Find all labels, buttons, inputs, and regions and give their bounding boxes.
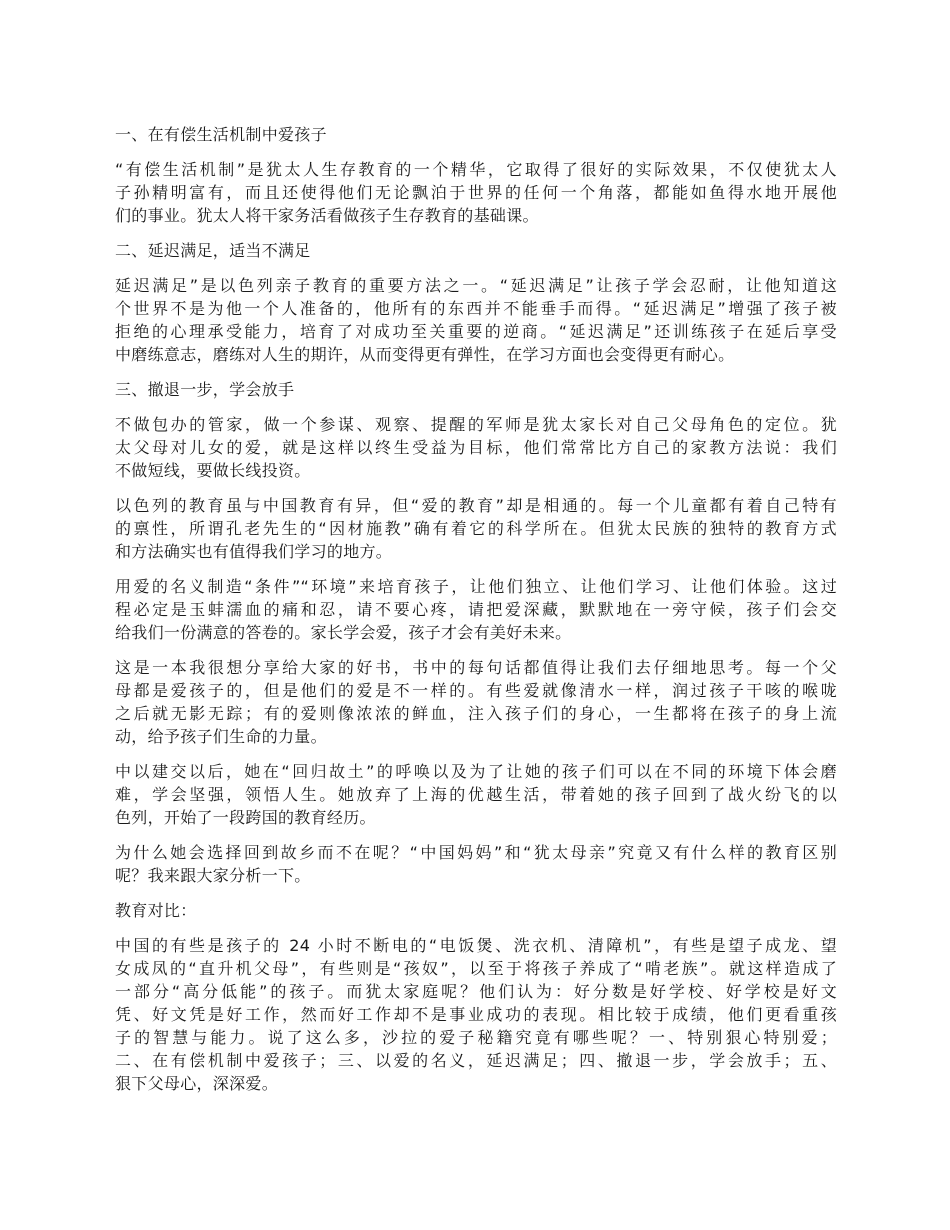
text-line: 中以建交以后，她在“回归故土”的呼唤以及为了让她的孩子们可以在不同的环境下体会磨 — [115, 762, 837, 781]
paragraph — [115, 934, 837, 1095]
section-heading — [115, 239, 837, 262]
text-line: 母都是爱孩子的，但是他们的爱是不一样的。有些爱就像清水一样，润过孩子干咳的喉咙 — [115, 681, 837, 700]
text-line: 和方法确实也有值得我们学习的地方。 — [115, 542, 393, 561]
paragraph — [115, 760, 837, 829]
text-line: 程必定是玉蚌濡血的痛和忍，请不要心疼，请把爱深藏，默默地在一旁守候，孩子们会交 — [115, 600, 837, 619]
text-line: 拒绝的心理承受能力，培育了对成功至关重要的逆商。“延迟满足”还训练孩子在延后享受 — [115, 322, 837, 341]
text-line: 中国的有些是孩子的 24 小时不断电的“电饭煲、洗衣机、清障机”，有些是望子成龙、望 — [115, 936, 837, 955]
text-line: 呢？我来跟大家分析一下。 — [115, 866, 311, 885]
paragraph — [115, 656, 837, 748]
text-line: 为什么她会选择回到故乡而不在呢？“中国妈妈”和“犹太母亲”究竟又有什么样的教育区别 — [115, 843, 837, 862]
text-line: 以色列的教育虽与中国教育有异，但“爱的教育”却是相通的。每一个儿童都有着自己特有 — [115, 496, 837, 515]
text-line: 难，学会坚强，领悟人生。她放弃了上海的优越生活，带着她的孩子回到了战火纷飞的以 — [115, 785, 837, 804]
text-line: 凭、好文凭是好工作，然而好工作却不是事业成功的表现。相比较于成绩，他们更看重孩 — [115, 1005, 837, 1024]
text-line: 教育对比： — [115, 901, 197, 920]
paragraph — [115, 575, 837, 644]
text-line: 这是一本我很想分享给大家的好书，书中的每句话都值得让我们去仔细地思考。每一个父 — [115, 658, 837, 677]
text-line: 一部分“高分低能”的孩子。而犹太家庭呢？他们认为：好分数是好学校、好学校是好文 — [115, 982, 837, 1001]
paragraph — [115, 841, 837, 887]
text-line: 色列，开始了一段跨国的教育经历。 — [115, 808, 376, 827]
section-heading — [115, 378, 837, 401]
text-line: 子孙精明富有，而且还使得他们无论飘泊于世界的任何一个角落，都能如鱼得水地开展他 — [115, 183, 837, 202]
paragraph — [115, 158, 837, 227]
text-line: 狠下父母心，深深爱。 — [115, 1074, 279, 1093]
text-line: 子的智慧与能力。说了这么多，沙拉的爱子秘籍究竟有哪些呢？一、特别狠心特别爱； — [115, 1028, 837, 1047]
paragraph — [115, 274, 837, 366]
text-line: 给我们一份满意的答卷的。家长学会爱，孩子才会有美好未来。 — [115, 623, 572, 642]
paragraph — [115, 413, 837, 482]
text-line: 动，给予孩子们生命的力量。 — [115, 727, 327, 746]
text-line: 不做短线，要做长线投资。 — [115, 461, 311, 480]
text-line: 太父母对儿女的爱，就是这样以终生受益为目标，他们常常比方自己的家教方法说：我们 — [115, 438, 837, 457]
text-line: 们的事业。犹太人将干家务活看做孩子生存教育的基础课。 — [115, 206, 539, 225]
text-line: 一、在有偿生活机制中爱孩子 — [115, 125, 327, 144]
text-line: 个世界不是为他一个人准备的，他所有的东西并不能垂手而得。“延迟满足”增强了孩子被 — [115, 299, 837, 318]
paragraph — [115, 494, 837, 563]
text-line: 三、撤退一步，学会放手 — [115, 380, 295, 399]
section-heading — [115, 123, 837, 146]
text-line: 的禀性，所谓孔老先生的“因材施教”确有着它的科学所在。但犹太民族的独特的教育方式 — [115, 519, 837, 538]
document-page — [115, 123, 837, 1107]
text-line: “有偿生活机制”是犹太人生存教育的一个精华，它取得了很好的实际效果，不仅使犹太人 — [115, 160, 837, 179]
text-line: 用爱的名义制造“条件”“环境”来培育孩子，让他们独立、让他们学习、让他们体验。这过 — [115, 577, 837, 596]
text-line: 二、延迟满足，适当不满足 — [115, 241, 311, 260]
text-line: 二、在有偿机制中爱孩子；三、以爱的名义，延迟满足；四、撤退一步，学会放手；五、 — [115, 1051, 837, 1070]
text-line: 延迟满足”是以色列亲子教育的重要方法之一。“延迟满足”让孩子学会忍耐，让他知道这 — [115, 276, 837, 295]
section-heading — [115, 899, 837, 922]
text-line: 中磨练意志，磨练对人生的期许，从而变得更有弹性，在学习方面也会变得更有耐心。 — [115, 345, 735, 364]
text-line: 之后就无影无踪；有的爱则像浓浓的鲜血，注入孩子们的身心，一生都将在孩子的身上流 — [115, 704, 837, 723]
text-line: 女成凤的“直升机父母”，有些则是“孩奴”，以至于将孩子养成了“啃老族”。就这样造成了 — [115, 959, 837, 978]
text-line: 不做包办的管家，做一个参谋、观察、提醒的军师是犹太家长对自己父母角色的定位。犹 — [115, 415, 837, 434]
